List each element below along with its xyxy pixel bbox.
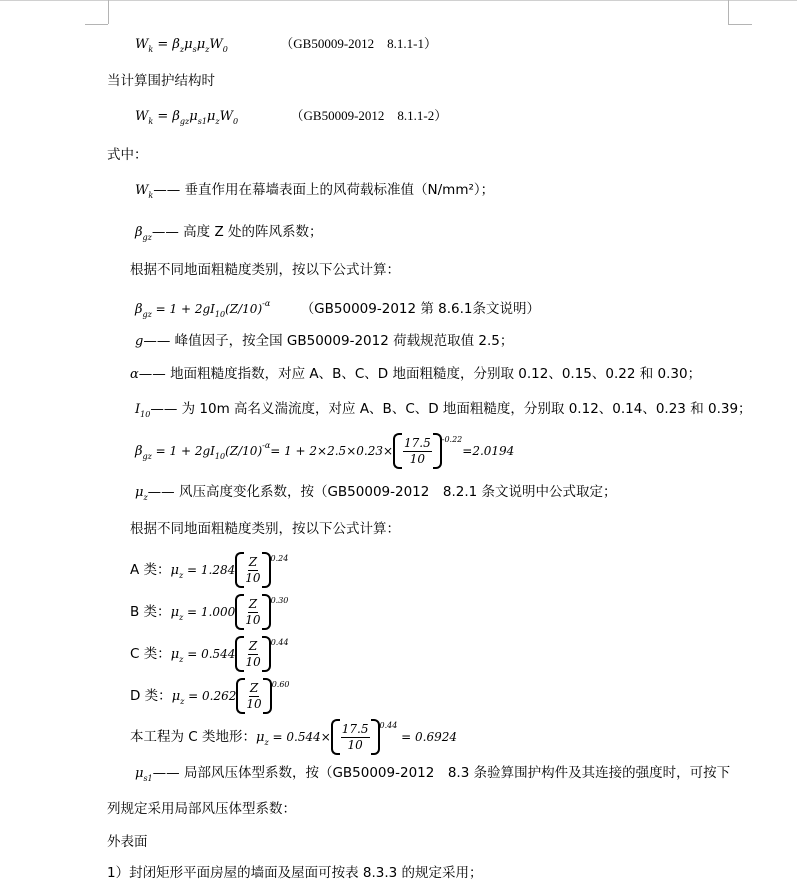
formula-reference: （GB50009-2012 8.1.1-2） [290,108,448,123]
list-item: 1）封闭矩形平面房屋的墙面及屋面可按表 8.3.3 的规定采用； [107,865,483,881]
definition-wk: $W_k——$ 垂直作用在幕墙表面上的风荷载标准值（N/mm²）； [135,182,495,200]
definition-mu-z: $\mu_z——$ 风压高度变化系数，按（GB50009-2012 8.2.1 条文说明中公式取定； [135,484,617,502]
crop-mark-top-left-vertical [108,0,109,24]
crop-mark-top-left-horizontal [85,24,108,25]
paragraph-text: 当计算围护结构时 [107,73,215,89]
paragraph-text: 根据不同地面粗糙度类别，按以下公式计算： [130,521,400,537]
crop-mark-top-right-vertical [728,0,729,24]
page-top-edge [0,0,797,1]
paragraph-text: 式中： [107,147,148,163]
formula-mu-z-class-c: C 类：$\mu_z = 0.544$ Z 10 0.44 [130,636,289,672]
formula-reference: （GB50009-2012 8.1.1-1） [280,36,438,51]
paragraph-text: 根据不同地面粗糙度类别，按以下公式计算： [130,262,400,278]
paragraph-text: 列规定采用局部风压体型系数： [107,801,296,817]
formula-mu-z-project: 本工程为 C 类地形：$\mu_z = 0.544\times$ 17.5 10 0.44 = 0.6924 [130,719,457,755]
crop-mark-top-right-horizontal [728,24,752,25]
definition-alpha: α—— 地面粗糙度指数，对应 A、B、C、D 地面粗糙度，分别取 0.12、0.15、0.22 和 0.30； [130,366,702,382]
definition-mu-s1: $\mu_{s1}——$ 局部风压体型系数，按（GB50009-2012 8.3 条验算围护构件及其连接的强度时，可按下 [135,765,731,783]
formula-beta-gz: $\beta_{gz} = 1 + 2gI_{10}(Z/10)^{-\alpha}$ （GB50009-2012 第 8.6.1条文说明） [135,299,541,319]
formula-mu-z-class-a: A 类：$\mu_z = 1.284$ Z 10 0.24 [130,552,288,588]
formula-mu-z-class-b: B 类：$\mu_z = 1.000$ Z 10 0.30 [130,594,288,630]
formula-mu-z-class-d: D 类：$\mu_z = 0.262$ Z 10 0.60 [130,678,290,714]
definition-beta-gz: $\beta_{gz}——$ 高度 Z 处的阵风系数； [135,224,323,242]
formula-reference: （GB50009-2012 第 8.6.1条文说明） [300,301,541,317]
section-label: 外表面 [107,834,148,850]
definition-g: g—— 峰值因子，按全国 GB50009-2012 荷载规范取值 2.5； [135,333,514,349]
fraction-bracket: 17.5 10 -0.22 [393,433,462,469]
definition-i10: $I_{10}——$ 为 10m 高名义湍流度，对应 A、B、C、D 地面粗糙度，分别取 0.12、0.14、0.23 和 0.39； [135,401,752,419]
formula-wk-general: $W_k = \beta_z\mu_s\mu_zW_0$ （GB50009-2012 8.1.1-1） [135,36,438,54]
formula-beta-gz-calculation: $\beta_{gz} = 1 + 2gI_{10}(Z/10)^{-\alpha}= 1 + 2\times 2.5\times 0.23\times$ 17.5 10 -0.22 =2.0194 [135,433,514,469]
formula-wk-envelope: $W_k = \beta_{gz}\mu_{s1}\mu_zW_0$ （GB50009-2012 8.1.1-2） [135,108,448,126]
